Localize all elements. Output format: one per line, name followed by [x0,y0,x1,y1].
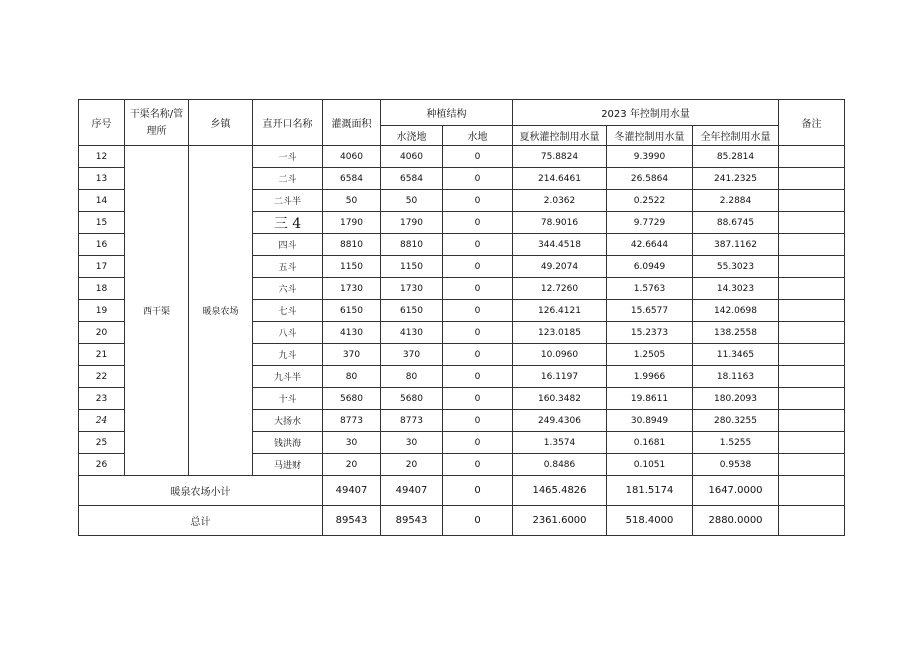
cell-annual: 1.5255 [693,432,779,454]
cell-outlet-name: 七斗 [253,300,323,322]
cell-summer-autumn: 126.4121 [513,300,607,322]
cell-outlet-name: 八斗 [253,322,323,344]
cell-outlet-name: 九斗 [253,344,323,366]
cell-irrigated: 30 [381,432,443,454]
cell-annual: 280.3255 [693,410,779,432]
cell-outlet-name: 五斗 [253,256,323,278]
cell-summer-autumn: 344.4518 [513,234,607,256]
total-row [79,506,845,536]
cell-winter: 0.1051 [607,454,693,476]
cell-irrigated: 50 [381,190,443,212]
cell-irrigated: 4130 [381,322,443,344]
cell-winter: 0.2522 [607,190,693,212]
cell-seq: 16 [79,234,125,256]
cell-remarks [779,278,845,300]
cell-paddy: 0 [443,256,513,278]
cell-annual: 2.2884 [693,190,779,212]
cell-remarks [779,190,845,212]
cell-seq: 22 [79,366,125,388]
cell-summer-autumn: 2.0362 [513,190,607,212]
cell-paddy: 0 [443,190,513,212]
cell-area: 30 [323,432,381,454]
total-paddy: 0 [443,506,513,536]
cell-seq: 24 [79,410,125,432]
cell-remarks [779,432,845,454]
cell-seq: 25 [79,432,125,454]
total-annual: 2880.0000 [693,506,779,536]
cell-summer-autumn: 75.8824 [513,146,607,168]
cell-area: 50 [323,190,381,212]
cell-remarks [779,234,845,256]
cell-remarks [779,300,845,322]
cell-summer-autumn: 214.6461 [513,168,607,190]
cell-remarks [779,410,845,432]
cell-winter: 15.6577 [607,300,693,322]
cell-summer-autumn: 1.3574 [513,432,607,454]
cell-seq: 14 [79,190,125,212]
cell-paddy: 0 [443,212,513,234]
cell-area: 6150 [323,300,381,322]
cell-seq: 20 [79,322,125,344]
cell-remarks [779,454,845,476]
cell-seq: 17 [79,256,125,278]
header-paddy: 水地 [443,126,513,146]
cell-winter: 15.2373 [607,322,693,344]
cell-seq: 13 [79,168,125,190]
cell-annual: 11.3465 [693,344,779,366]
cell-outlet-name: 六斗 [253,278,323,300]
cell-paddy: 0 [443,410,513,432]
cell-outlet-name: 三 4 [253,212,323,234]
cell-seq: 21 [79,344,125,366]
cell-summer-autumn: 16.1197 [513,366,607,388]
cell-irrigated: 6584 [381,168,443,190]
cell-outlet-name: 钱洪海 [253,432,323,454]
cell-summer-autumn: 49.2074 [513,256,607,278]
cell-paddy: 0 [443,168,513,190]
cell-seq: 26 [79,454,125,476]
cell-annual: 14.3023 [693,278,779,300]
cell-summer-autumn: 160.3482 [513,388,607,410]
cell-remarks [779,322,845,344]
cell-winter: 42.6644 [607,234,693,256]
cell-area: 20 [323,454,381,476]
header-winter: 冬灌控制用水量 [607,126,693,146]
cell-summer-autumn: 123.0185 [513,322,607,344]
cell-annual: 0.9538 [693,454,779,476]
cell-outlet-name: 四斗 [253,234,323,256]
cell-paddy: 0 [443,300,513,322]
cell-summer-autumn: 0.8486 [513,454,607,476]
subtotal-winter: 181.5174 [607,476,693,506]
header-annual: 全年控制用水量 [693,126,779,146]
cell-remarks [779,212,845,234]
cell-winter: 1.2505 [607,344,693,366]
cell-outlet-name: 一斗 [253,146,323,168]
cell-paddy: 0 [443,454,513,476]
cell-area: 80 [323,366,381,388]
cell-winter: 26.5864 [607,168,693,190]
subtotal-summer-autumn: 1465.4826 [513,476,607,506]
header-summer-autumn: 夏秋灌控制用水量 [513,126,607,146]
cell-remarks [779,256,845,278]
header-area: 灌溉面积 [323,100,381,146]
cell-remarks [779,388,845,410]
cell-area: 6584 [323,168,381,190]
subtotal-label: 暖泉农场小计 [79,476,323,506]
table-row [79,146,845,168]
subtotal-irrigated: 49407 [381,476,443,506]
cell-irrigated: 4060 [381,146,443,168]
header-town: 乡镇 [189,100,253,146]
cell-irrigated: 1790 [381,212,443,234]
cell-area: 1730 [323,278,381,300]
cell-irrigated: 8773 [381,410,443,432]
cell-summer-autumn: 78.9016 [513,212,607,234]
cell-area: 4060 [323,146,381,168]
cell-outlet-name: 二斗 [253,168,323,190]
cell-winter: 30.8949 [607,410,693,432]
total-winter: 518.4000 [607,506,693,536]
cell-area: 1790 [323,212,381,234]
header-remarks: 备注 [779,100,845,146]
total-remarks [779,506,845,536]
cell-paddy: 0 [443,432,513,454]
cell-outlet-name: 九斗半 [253,366,323,388]
cell-seq: 12 [79,146,125,168]
total-area: 89543 [323,506,381,536]
subtotal-paddy: 0 [443,476,513,506]
cell-winter: 9.7729 [607,212,693,234]
water-control-table [78,99,845,536]
cell-remarks [779,146,845,168]
cell-seq: 18 [79,278,125,300]
subtotal-annual: 1647.0000 [693,476,779,506]
header-canal: 干渠名称/管理所 [125,100,189,146]
cell-irrigated: 5680 [381,388,443,410]
cell-annual: 88.6745 [693,212,779,234]
cell-paddy: 0 [443,146,513,168]
cell-area: 5680 [323,388,381,410]
cell-irrigated: 8810 [381,234,443,256]
cell-seq: 23 [79,388,125,410]
cell-outlet-name: 十斗 [253,388,323,410]
cell-canal-name: 西干渠 [125,146,189,476]
header-planting: 种植结构 [381,100,513,126]
header-seq: 序号 [79,100,125,146]
cell-area: 8810 [323,234,381,256]
cell-paddy: 0 [443,322,513,344]
cell-winter: 19.8611 [607,388,693,410]
cell-winter: 6.0949 [607,256,693,278]
cell-annual: 387.1162 [693,234,779,256]
cell-irrigated: 80 [381,366,443,388]
total-label: 总计 [79,506,323,536]
cell-outlet-name: 二斗半 [253,190,323,212]
header-outlet: 直开口名称 [253,100,323,146]
cell-area: 8773 [323,410,381,432]
cell-winter: 9.3990 [607,146,693,168]
cell-area: 1150 [323,256,381,278]
cell-annual: 138.2558 [693,322,779,344]
cell-paddy: 0 [443,388,513,410]
cell-outlet-name: 马进财 [253,454,323,476]
cell-annual: 142.0698 [693,300,779,322]
cell-winter: 0.1681 [607,432,693,454]
subtotal-row [79,476,845,506]
cell-annual: 241.2325 [693,168,779,190]
total-summer-autumn: 2361.6000 [513,506,607,536]
total-irrigated: 89543 [381,506,443,536]
cell-annual: 18.1163 [693,366,779,388]
cell-annual: 85.2814 [693,146,779,168]
subtotal-remarks [779,476,845,506]
cell-irrigated: 20 [381,454,443,476]
cell-remarks [779,344,845,366]
cell-paddy: 0 [443,234,513,256]
header-control-2023: 2023 年控制用水量 [513,100,779,126]
subtotal-area: 49407 [323,476,381,506]
cell-winter: 1.9966 [607,366,693,388]
cell-irrigated: 1150 [381,256,443,278]
cell-winter: 1.5763 [607,278,693,300]
cell-area: 370 [323,344,381,366]
cell-irrigated: 1730 [381,278,443,300]
cell-summer-autumn: 10.0960 [513,344,607,366]
header-irrigated: 水浇地 [381,126,443,146]
cell-remarks [779,366,845,388]
cell-outlet-name: 大扬水 [253,410,323,432]
cell-annual: 180.2093 [693,388,779,410]
cell-remarks [779,168,845,190]
cell-paddy: 0 [443,278,513,300]
cell-summer-autumn: 249.4306 [513,410,607,432]
cell-irrigated: 370 [381,344,443,366]
cell-seq: 19 [79,300,125,322]
cell-annual: 55.3023 [693,256,779,278]
cell-seq: 15 [79,212,125,234]
cell-paddy: 0 [443,366,513,388]
cell-summer-autumn: 12.7260 [513,278,607,300]
header-row-1 [79,100,845,126]
cell-paddy: 0 [443,344,513,366]
cell-irrigated: 6150 [381,300,443,322]
cell-area: 4130 [323,322,381,344]
cell-town-name: 暖泉农场 [189,146,253,476]
